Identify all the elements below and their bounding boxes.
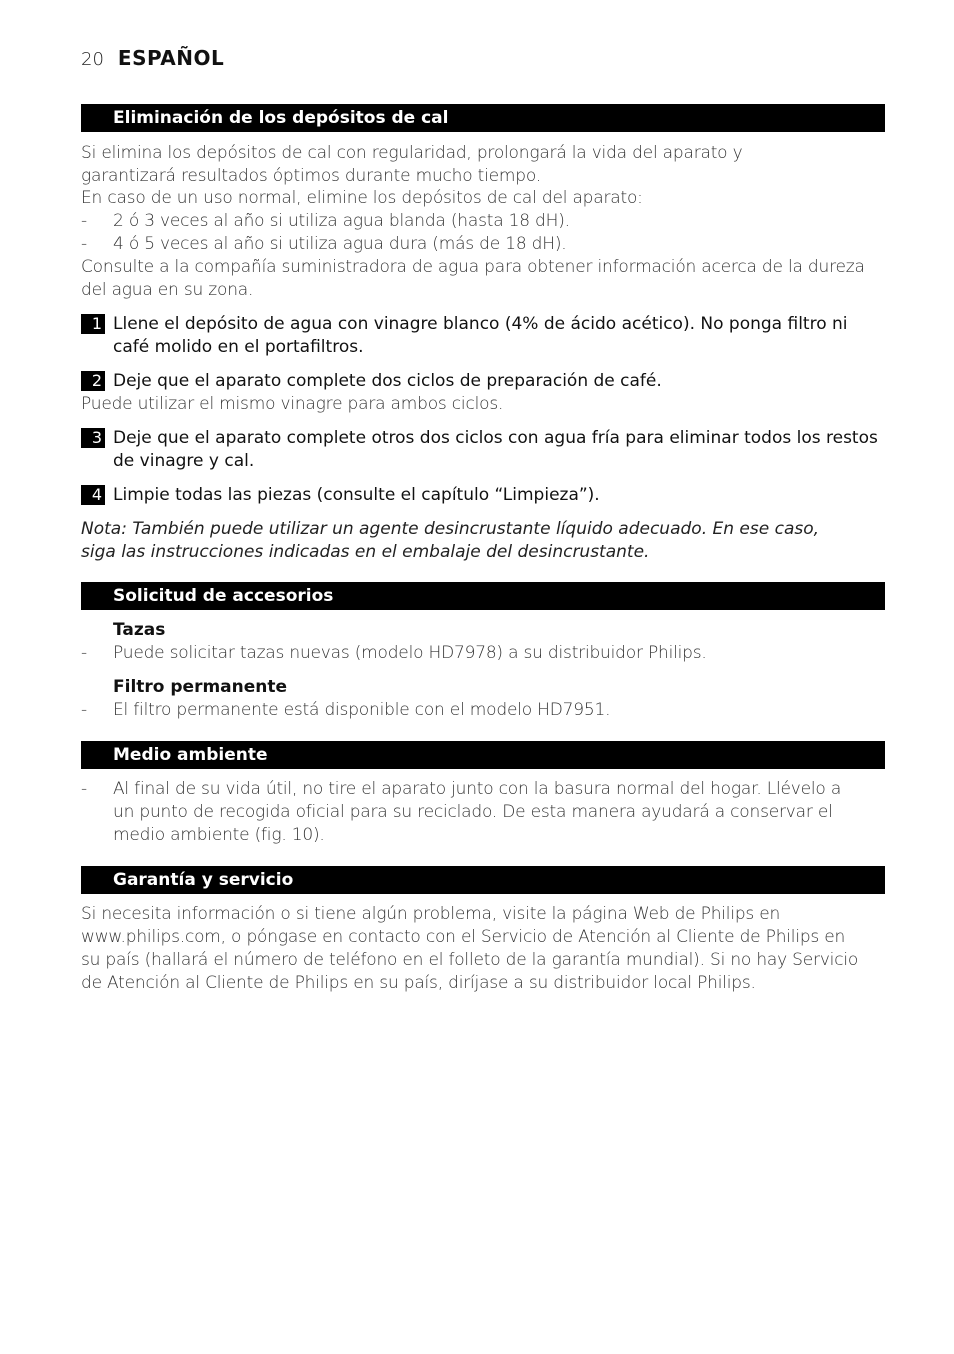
- filter-heading: Filtro permanente: [113, 677, 288, 697]
- filter-item: [81, 699, 885, 722]
- descaling-intro-3: Consulte a la compañía suministradora de agua para obtener información acerca de la dureza del agua en su zona.: [81, 257, 865, 300]
- bullet-dash: -: [81, 779, 87, 799]
- bullet-text: 4 ó 5 veces al año si utiliza agua dura (más de 18 dH).: [113, 234, 567, 254]
- step-number: 2: [81, 371, 105, 391]
- step-text: Deje que el aparato complete otros dos ciclos con agua fría para eliminar todos los restos de vinagre y cal.: [113, 428, 878, 471]
- step-3: [81, 427, 885, 473]
- step-2-note: Puede utilizar el mismo vinagre para ambos ciclos.: [81, 394, 504, 414]
- step-2: [81, 370, 885, 393]
- step-number: 3: [81, 428, 105, 448]
- cups-item: [81, 642, 885, 665]
- bullet-text: Al final de su vida útil, no tire el aparato junto con la basura normal del hogar. Llévelo a un punto de recogida oficial para su reciclado. De esta manera ayudará a conservar el medio ambiente (fig. 10).: [113, 779, 842, 845]
- page-header: [81, 46, 224, 74]
- bullet-text: 2 ó 3 veces al año si utiliza agua blanda (hasta 18 dH).: [113, 211, 570, 231]
- step-number: 4: [81, 485, 105, 505]
- section-title-warranty: Garantía y servicio: [81, 866, 885, 894]
- bullet-text: El filtro permanente está disponible con el modelo HD7951.: [113, 700, 611, 720]
- section-title-accessories: Solicitud de accesorios: [81, 582, 885, 610]
- descaling-intro-1: Si elimina los depósitos de cal con regularidad, prolongará la vida del aparato y garantizará resultados óptimos durante mucho tiempo.: [81, 143, 743, 186]
- section-title-environment: Medio ambiente: [81, 741, 885, 769]
- bullet-dash: -: [81, 211, 87, 231]
- descaling-intro-2: En caso de un uso normal, elimine los depósitos de cal del aparato:: [81, 188, 643, 208]
- bullet-dash: -: [81, 234, 87, 254]
- cups-heading: Tazas: [113, 620, 166, 640]
- page-number: 20: [81, 49, 104, 70]
- language-label: ESPAÑOL: [117, 46, 225, 70]
- step-1: [81, 313, 885, 359]
- descaling-bullet-2: [81, 233, 885, 256]
- section-title-descaling: Eliminación de los depósitos de cal: [81, 104, 885, 132]
- environment-item: [81, 778, 885, 847]
- bullet-text: Puede solicitar tazas nuevas (modelo HD7978) a su distribuidor Philips.: [113, 643, 707, 663]
- step-text: Deje que el aparato complete dos ciclos de preparación de café.: [113, 371, 662, 391]
- step-text: Limpie todas las piezas (consulte el capítulo “Limpieza”).: [113, 485, 600, 505]
- step-4: [81, 484, 885, 507]
- descaling-note: Nota: También puede utilizar un agente desincrustante líquido adecuado. En ese caso, siga las instrucciones indicadas en el embalaje del desincrustante.: [81, 519, 820, 562]
- bullet-dash: -: [81, 700, 87, 720]
- bullet-dash: -: [81, 643, 87, 663]
- step-number: 1: [81, 314, 105, 334]
- step-text: Llene el depósito de agua con vinagre blanco (4% de ácido acético). No ponga filtro ni café molido en el portafiltros.: [113, 314, 848, 357]
- warranty-text: Si necesita información o si tiene algún problema, visite la página Web de Philips en www.philips.com, o póngase en contacto con el Servicio de Atención al Cliente de Philips en su país (hallará el número de teléfono en el folleto de la garantía mundial). Si no hay Servicio de Atención al Cliente de Philips en su país, diríjase a su distribuidor local Philips.: [81, 904, 859, 993]
- descaling-bullet-1: [81, 210, 885, 233]
